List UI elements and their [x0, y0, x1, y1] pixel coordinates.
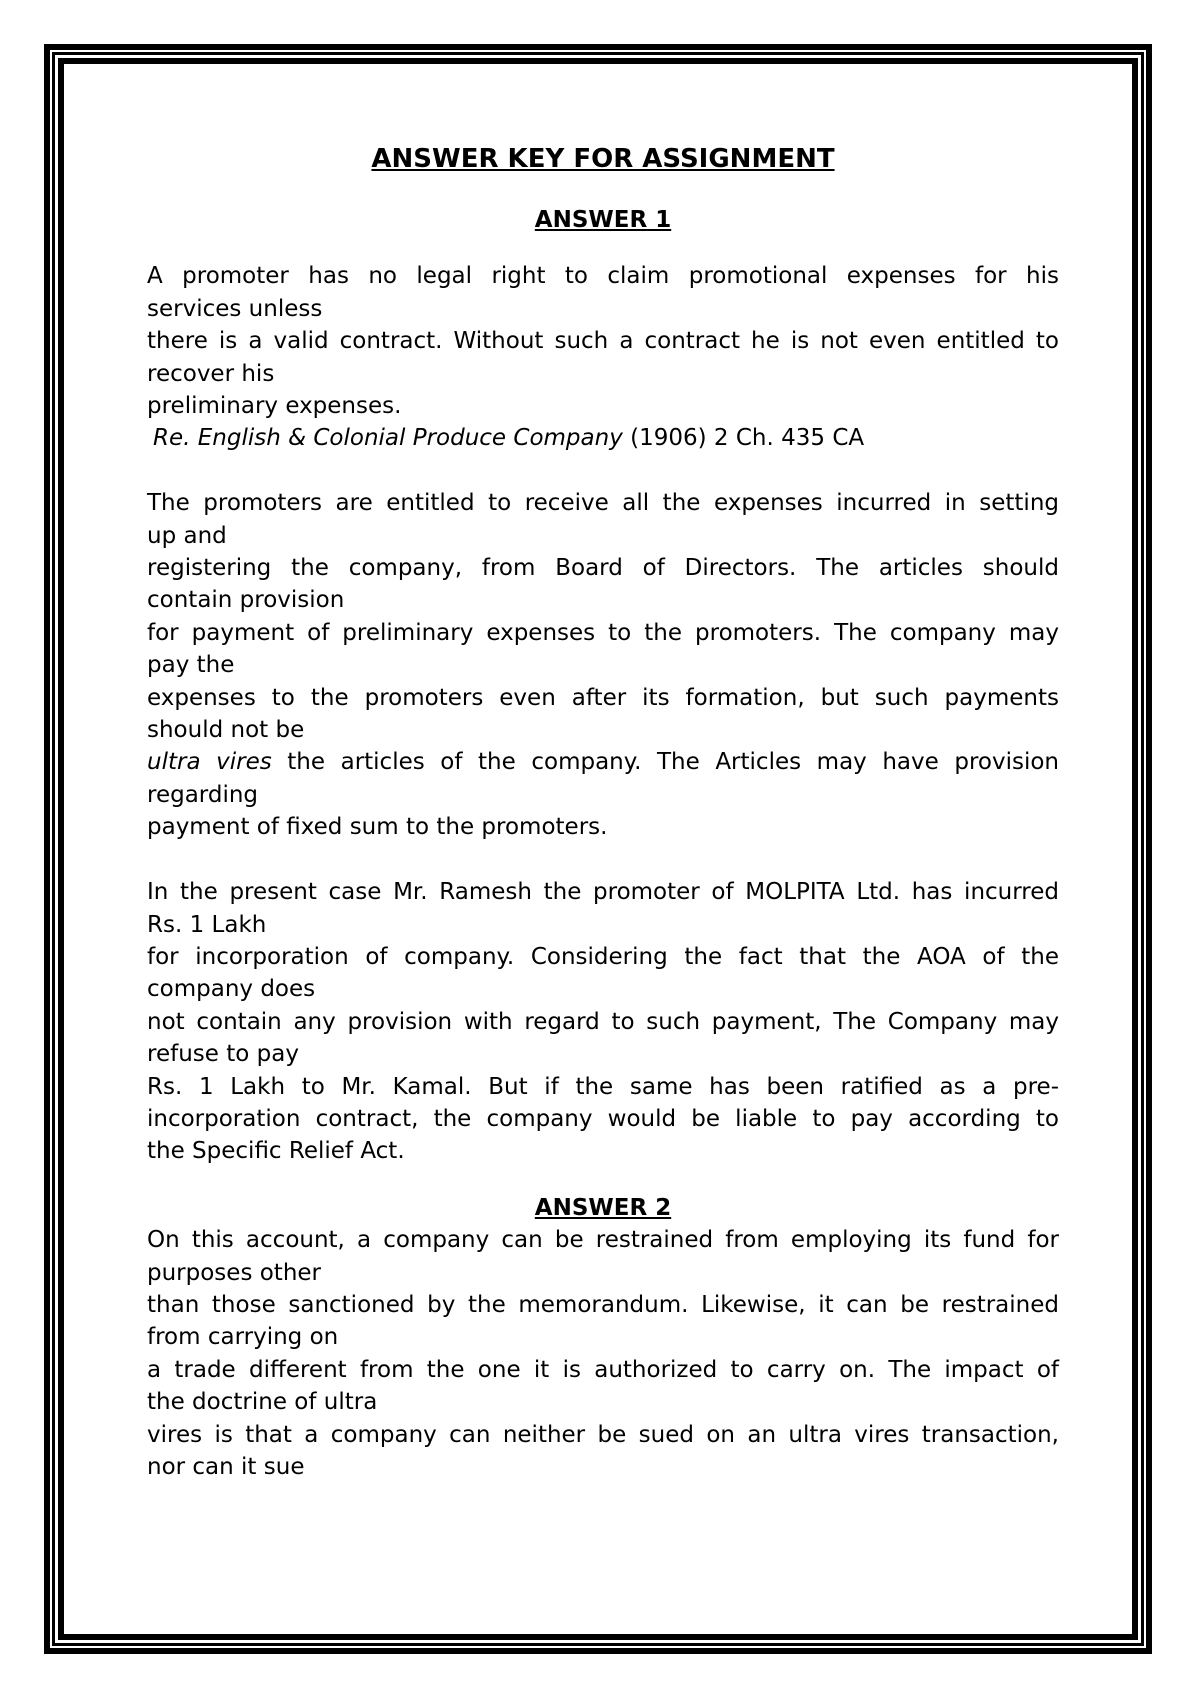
paragraph-line: ultra vires the articles of the company. The Articles may have provision — [147, 749, 1059, 776]
paragraph-line: company does — [147, 976, 316, 1003]
paragraph-line: preliminary expenses. — [147, 393, 402, 420]
answer-1-paragraph-2 — [147, 487, 1059, 746]
answer-2-paragraph-1 — [147, 1224, 1059, 1483]
paragraph-line: than those sanctioned by the memorandum. Likewise, it can be restrained — [147, 1291, 1059, 1318]
paragraph-line: the doctrine of ultra — [147, 1389, 378, 1416]
paragraph-line: from carrying on — [147, 1324, 339, 1351]
paragraph-line: expenses to the promoters even after its formation, but such payments — [147, 684, 1059, 711]
paragraph-line: for incorporation of company. Considering the fact that the AOA of the — [147, 943, 1059, 970]
case-name: Re. English & Colonial Produce Company — [153, 425, 623, 452]
document-body — [147, 142, 1059, 1483]
paragraph-line: recover his — [147, 360, 275, 387]
paragraph-line: services unless — [147, 295, 323, 322]
paragraph-line: there is a valid contract. Without such a contract he is not even entitled to — [147, 328, 1059, 355]
paragraph-line: The promoters are entitled to receive all the expenses incurred in setting — [147, 490, 1059, 517]
answer-1-paragraph-3 — [147, 876, 1059, 1168]
paragraph-line: payment of fixed sum to the promoters. — [147, 814, 608, 841]
document-title: ANSWER KEY FOR ASSIGNMENT — [371, 144, 835, 174]
paragraph-line: refuse to pay — [147, 1041, 299, 1068]
paragraph-line: should not be — [147, 717, 305, 744]
paragraph-line: purposes other — [147, 1259, 322, 1286]
paragraph-line: Rs. 1 Lakh — [147, 911, 267, 938]
paragraph-line: registering the company, from Board of Directors. The articles should — [147, 555, 1059, 582]
answer-2-heading: ANSWER 2 — [534, 1194, 672, 1221]
paragraph-line: incorporation contract, the company would be liable to pay according to — [147, 1105, 1059, 1132]
case-reference: (1906) 2 Ch. 435 CA — [622, 425, 865, 452]
paragraph-line: up and — [147, 522, 227, 549]
paragraph-line: contain provision — [147, 587, 345, 614]
paragraph-line: the Specific Relief Act. — [147, 1138, 405, 1165]
paragraph-line: not contain any provision with regard to such payment, The Company may — [147, 1008, 1059, 1035]
paragraph-line: Rs. 1 Lakh to Mr. Kamal. But if the same has been ratified as a pre- — [147, 1073, 1059, 1100]
answer-1-heading: ANSWER 1 — [534, 207, 672, 233]
paragraph-line: pay the — [147, 652, 235, 679]
paragraph-line: On this account, a company can be restrained from employing its fund for — [147, 1227, 1059, 1254]
paragraph-line: vires is that a company can neither be sued on an ultra vires transaction, — [147, 1421, 1059, 1448]
answer-1-paragraph-2-tail — [147, 779, 1059, 844]
italic-term: ultra vires — [147, 749, 272, 776]
paragraph-line: regarding — [147, 781, 259, 808]
paragraph-line: A promoter has no legal right to claim promotional expenses for his — [147, 263, 1059, 290]
paragraph-line: a trade different from the one it is authorized to carry on. The impact of — [147, 1356, 1059, 1383]
paragraph-line: for payment of preliminary expenses to the promoters. The company may — [147, 619, 1059, 646]
case-citation — [147, 422, 1059, 454]
paragraph-line: nor can it sue — [147, 1454, 305, 1480]
answer-1-paragraph-1 — [147, 260, 1059, 422]
paragraph-line: In the present case Mr. Ramesh the promoter of MOLPITA Ltd. has incurred — [147, 879, 1059, 906]
